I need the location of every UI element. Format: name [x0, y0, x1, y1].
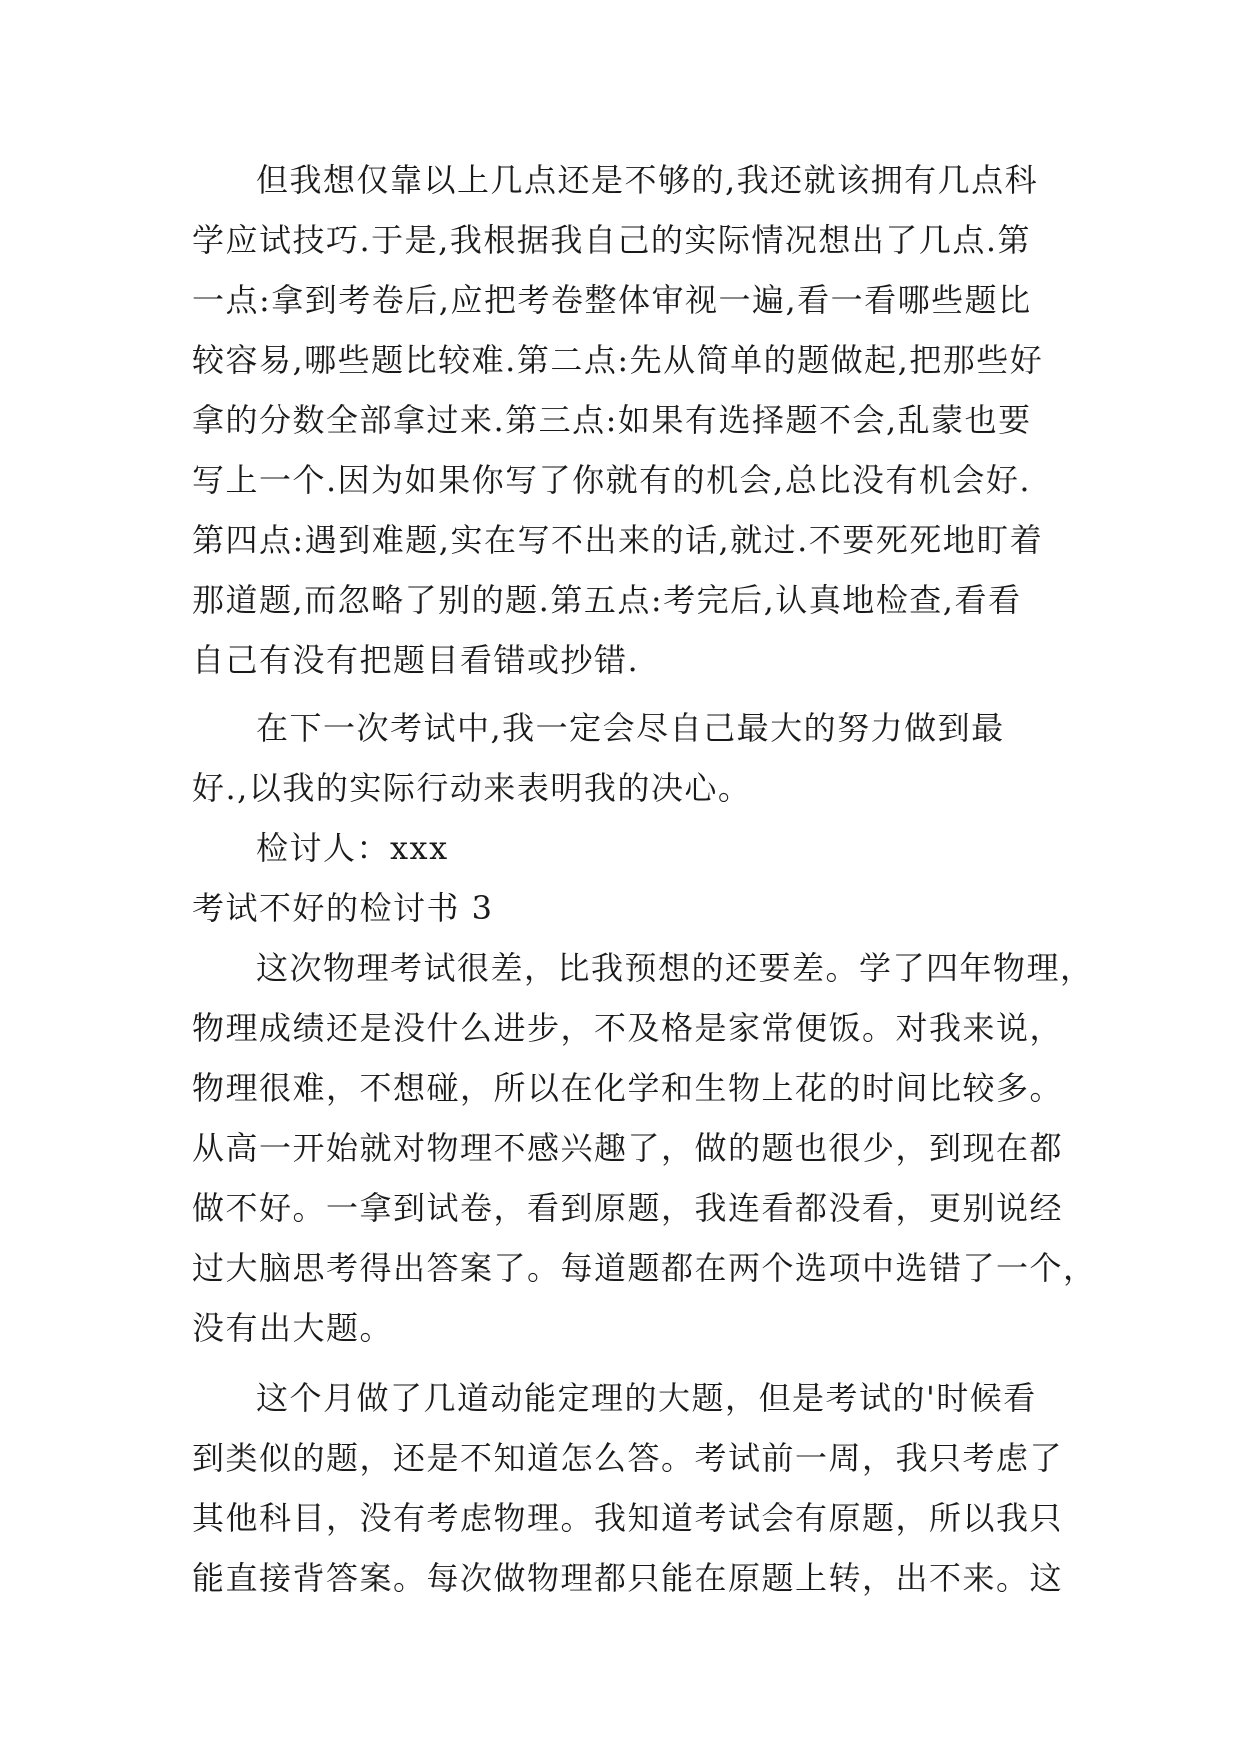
- section-heading: 考试不好的检讨书 3: [192, 889, 494, 927]
- paragraph-line: 拿的分数全部拿过来.第三点:如果有选择题不会,乱蒙也要: [192, 401, 1032, 439]
- paragraph-line: 能直接背答案。每次做物理都只能在原题上转，出不来。这: [192, 1559, 1064, 1597]
- paragraph-line: 较容易,哪些题比较难.第二点:先从简单的题做起,把那些好: [192, 341, 1044, 379]
- paragraph-line: 从高一开始就对物理不感兴趣了，做的题也很少，到现在都: [192, 1129, 1064, 1167]
- paragraph-line: 过大脑思考得出答案了。每道题都在两个选项中选错了一个，: [192, 1249, 1097, 1287]
- paragraph-line: 这个月做了几道动能定理的大题，但是考试的'时候看: [256, 1379, 1037, 1417]
- signature-line: 检讨人：xxx: [256, 829, 449, 867]
- paragraph-line: 第四点:遇到难题,实在写不出来的话,就过.不要死死地盯着: [192, 521, 1044, 559]
- paragraph-line: 物理成绩还是没什么进步，不及格是家常便饭。对我来说，: [192, 1009, 1064, 1047]
- paragraph-line: 写上一个.因为如果你写了你就有的机会,总比没有机会好.: [192, 461, 1032, 499]
- paragraph-line: 其他科目，没有考虑物理。我知道考试会有原题，所以我只: [192, 1499, 1064, 1537]
- paragraph-line: 没有出大题。: [192, 1309, 394, 1347]
- paragraph-line: 但我想仅靠以上几点还是不够的,我还就该拥有几点科: [256, 161, 1039, 199]
- paragraph-line: 那道题,而忽略了别的题.第五点:考完后,认真地检查,看看: [192, 581, 1022, 619]
- paragraph-line: 学应试技巧.于是,我根据我自己的实际情况想出了几点.第: [192, 221, 1032, 259]
- paragraph-line: 好.,以我的实际行动来表明我的决心。: [192, 769, 752, 807]
- paragraph-line: 自己有没有把题目看错或抄错.: [192, 641, 640, 679]
- paragraph-line: 一点:拿到考卷后,应把考卷整体审视一遍,看一看哪些题比: [192, 281, 1032, 319]
- paragraph-line: 物理很难，不想碰，所以在化学和生物上花的时间比较多。: [192, 1069, 1064, 1107]
- paragraph-line: 这次物理考试很差，比我预想的还要差。学了四年物理，: [256, 949, 1094, 987]
- paragraph-line: 在下一次考试中,我一定会尽自己最大的努力做到最: [256, 709, 1005, 747]
- paragraph-line: 做不好。一拿到试卷，看到原题，我连看都没看，更别说经: [192, 1189, 1064, 1227]
- paragraph-line: 到类似的题，还是不知道怎么答。考试前一周，我只考虑了: [192, 1439, 1064, 1477]
